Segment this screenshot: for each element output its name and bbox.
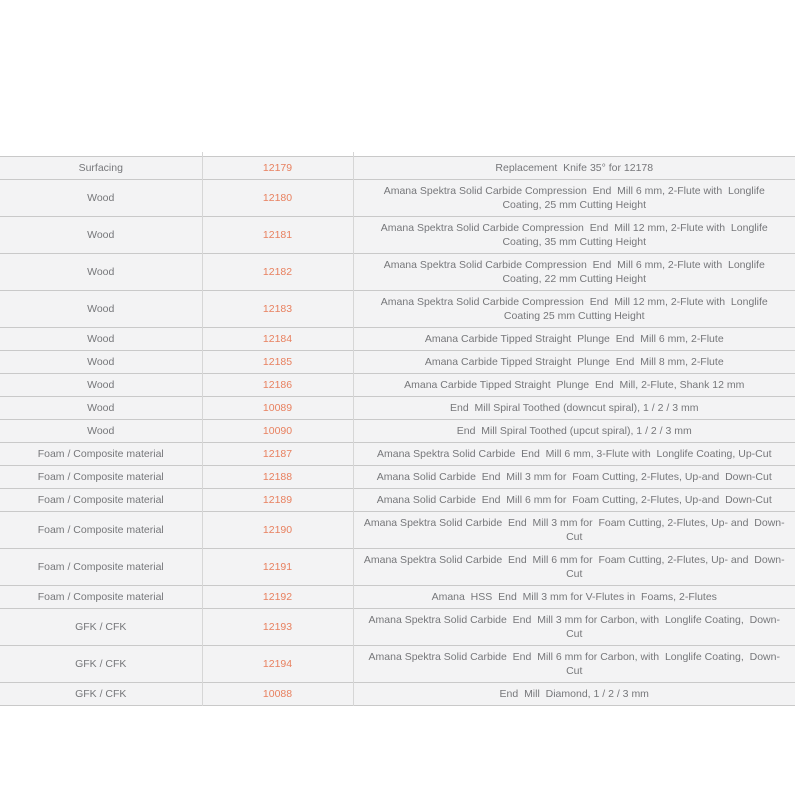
item-no-link[interactable]: 12182: [262, 266, 293, 278]
item-no-cell: [202, 609, 353, 646]
table-row: [0, 586, 795, 609]
item-no-link[interactable]: 10089: [262, 402, 293, 414]
description-cell: Amana Spektra Solid Carbide Compression End Mill 12 mm, 2-Flute with Longlife Coating, 35 mm Cutting Height: [353, 217, 795, 254]
item-no-link[interactable]: 12193: [262, 621, 293, 633]
product-table: [0, 156, 795, 706]
description-cell: Amana Carbide Tipped Straight Plunge End Mill, 2-Flute, Shank 12 mm: [353, 374, 795, 397]
material-cell: Wood: [0, 217, 202, 254]
table-row: [0, 443, 795, 466]
table-row: [0, 328, 795, 351]
description-cell: Replacement Knife 35° for 12178: [495, 162, 654, 174]
description-cell: End Mill Diamond, 1 / 2 / 3 mm: [353, 683, 795, 706]
item-no-cell: [202, 489, 353, 512]
material-cell: Wood: [0, 328, 202, 351]
item-no-cell: [202, 374, 353, 397]
material-cell: Surfacing: [0, 157, 202, 180]
table-row: [0, 466, 795, 489]
item-no-cell: [202, 217, 353, 254]
material-cell: Wood: [0, 374, 202, 397]
item-no-link[interactable]: 12183: [262, 303, 293, 315]
item-no-link[interactable]: 12190: [262, 524, 293, 536]
material-cell: Foam / Composite material: [0, 549, 202, 586]
item-no-cell: [202, 180, 353, 217]
product-table-body: [0, 157, 795, 706]
material-cell: GFK / CFK: [0, 609, 202, 646]
column-divider-stub-2: [353, 152, 354, 156]
material-cell: Wood: [0, 254, 202, 291]
column-divider-stub-1: [202, 152, 203, 156]
item-no-link[interactable]: 12187: [262, 448, 293, 460]
item-no-link[interactable]: 12186: [262, 379, 293, 391]
table-row: [0, 291, 795, 328]
material-cell: Foam / Composite material: [0, 489, 202, 512]
item-no-cell: [202, 683, 353, 706]
item-no-link[interactable]: 12189: [262, 494, 293, 506]
table-row: [0, 489, 795, 512]
table-row: [0, 157, 795, 180]
item-no-link[interactable]: 12179: [262, 162, 293, 174]
item-no-link[interactable]: 10088: [262, 688, 293, 700]
material-cell: Foam / Composite material: [0, 466, 202, 489]
description-cell: Amana Carbide Tipped Straight Plunge End Mill 6 mm, 2-Flute: [353, 328, 795, 351]
item-no-cell: [202, 328, 353, 351]
item-no-cell: [202, 466, 353, 489]
table-row: [0, 397, 795, 420]
description-cell: Amana HSS End Mill 3 mm for V-Flutes in Foams, 2-Flutes: [353, 586, 795, 609]
description-cell: Amana Spektra Solid Carbide End Mill 3 mm for Foam Cutting, 2-Flutes, Up- and Down-Cut: [353, 512, 795, 549]
table-row: [0, 609, 795, 646]
item-no-cell: [202, 157, 353, 180]
item-no-link[interactable]: 12194: [262, 658, 293, 670]
item-no-cell: [202, 443, 353, 466]
item-no-cell: [202, 291, 353, 328]
table-row: [0, 549, 795, 586]
description-cell: End Mill Spiral Toothed (upcut spiral), 1 / 2 / 3 mm: [353, 420, 795, 443]
table-row: [0, 351, 795, 374]
table-row: [0, 217, 795, 254]
material-cell: Wood: [0, 180, 202, 217]
item-no-link[interactable]: 12188: [262, 471, 293, 483]
description-cell: Amana Spektra Solid Carbide Compression End Mill 6 mm, 2-Flute with Longlife Coating, 22 mm Cutting Height: [353, 254, 795, 291]
table-row: [0, 683, 795, 706]
item-no-cell: [202, 549, 353, 586]
description-cell: Amana Spektra Solid Carbide End Mill 3 mm for Carbon, with Longlife Coating, Down-Cut: [353, 609, 795, 646]
description-cell: Amana Spektra Solid Carbide Compression End Mill 6 mm, 2-Flute with Longlife Coating, 25 mm Cutting Height: [353, 180, 795, 217]
table-row: [0, 512, 795, 549]
material-cell: Wood: [0, 351, 202, 374]
material-cell: Wood: [0, 291, 202, 328]
item-no-link[interactable]: 10090: [262, 425, 293, 437]
material-cell: GFK / CFK: [0, 683, 202, 706]
item-no-link[interactable]: 12184: [262, 333, 293, 345]
material-cell: Foam / Composite material: [0, 512, 202, 549]
table-row: [0, 374, 795, 397]
material-cell: Wood: [0, 397, 202, 420]
product-table-section: [0, 156, 795, 706]
description-cell: Amana Spektra Solid Carbide End Mill 6 mm for Foam Cutting, 2-Flutes, Up- and Down-Cut: [353, 549, 795, 586]
material-cell: Wood: [0, 420, 202, 443]
material-cell: Foam / Composite material: [0, 443, 202, 466]
description-cell: Amana Solid Carbide End Mill 3 mm for Foam Cutting, 2-Flutes, Up-and Down-Cut: [353, 466, 795, 489]
table-row: [0, 254, 795, 291]
item-no-link[interactable]: 12191: [262, 561, 293, 573]
description-cell: Amana Spektra Solid Carbide End Mill 6 mm for Carbon, with Longlife Coating, Down-Cut: [353, 646, 795, 683]
item-no-cell: [202, 586, 353, 609]
item-no-cell: [202, 254, 353, 291]
item-no-link[interactable]: 12192: [262, 591, 293, 603]
item-no-cell: [202, 397, 353, 420]
item-no-cell: [202, 512, 353, 549]
table-row: [0, 420, 795, 443]
description-cell: End Mill Spiral Toothed (downcut spiral), 1 / 2 / 3 mm: [353, 397, 795, 420]
material-cell: GFK / CFK: [0, 646, 202, 683]
item-no-cell: [202, 646, 353, 683]
table-row: [0, 180, 795, 217]
item-no-link[interactable]: 12185: [262, 356, 293, 368]
description-cell: Amana Spektra Solid Carbide End Mill 6 mm, 3-Flute with Longlife Coating, Up-Cut: [353, 443, 795, 466]
table-row: [0, 646, 795, 683]
item-no-cell: [202, 351, 353, 374]
item-no-cell: [202, 420, 353, 443]
item-no-link[interactable]: 12181: [262, 229, 293, 241]
description-cell: Amana Solid Carbide End Mill 6 mm for Foam Cutting, 2-Flutes, Up-and Down-Cut: [353, 489, 795, 512]
description-cell: Amana Carbide Tipped Straight Plunge End Mill 8 mm, 2-Flute: [353, 351, 795, 374]
material-cell: Foam / Composite material: [0, 586, 202, 609]
item-no-link[interactable]: 12180: [262, 192, 293, 204]
description-cell: Amana Spektra Solid Carbide Compression End Mill 12 mm, 2-Flute with Longlife Coating 25 mm Cutting Height: [353, 291, 795, 328]
